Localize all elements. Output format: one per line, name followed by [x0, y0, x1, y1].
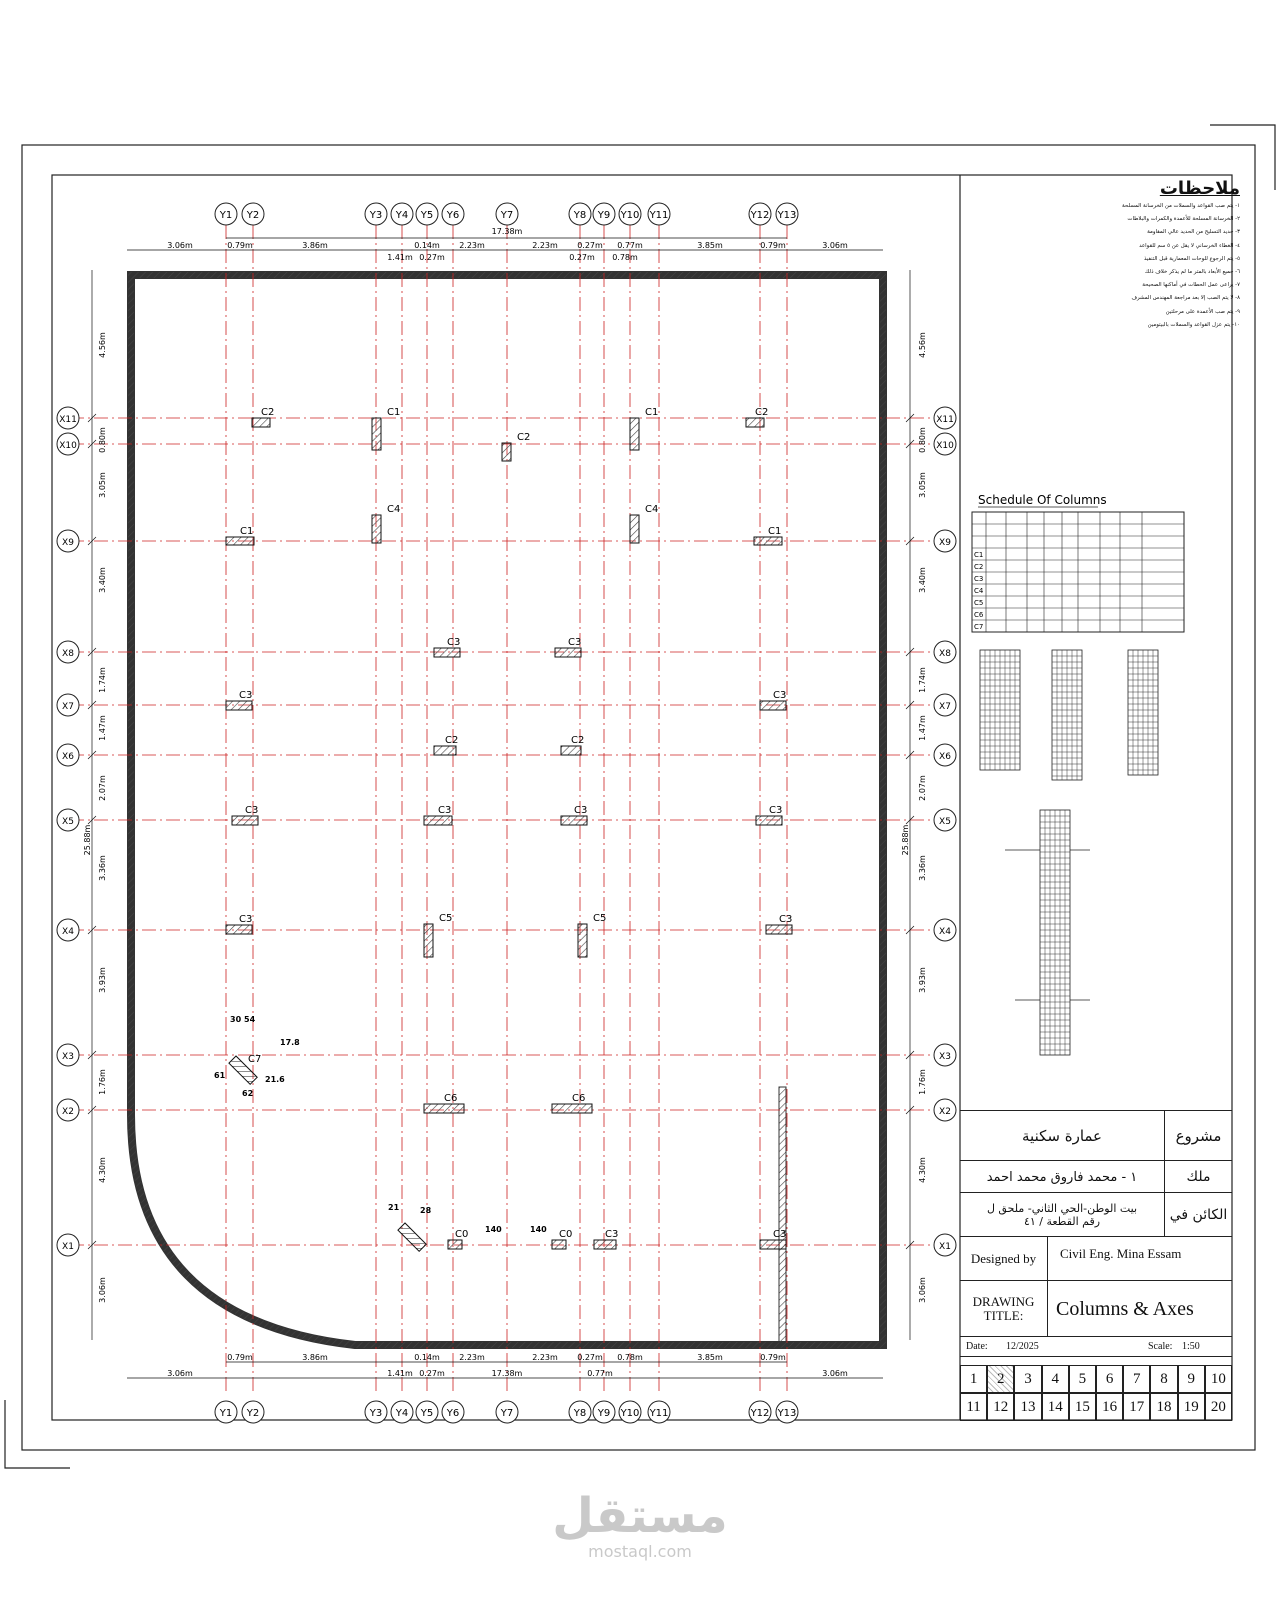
axis-bubble-x5-right: [934, 809, 956, 831]
dimension-label: 3.36m: [98, 855, 107, 881]
sheet-number[interactable]: 4: [1042, 1365, 1069, 1393]
dimension-label: 0.80m: [98, 427, 107, 453]
axis-bubble-x10-left: [57, 433, 79, 455]
note-line: ٩- يتم صب الأعمدة على مرحلتين: [1165, 308, 1240, 315]
axis-bubble-y4-top: [391, 203, 413, 225]
column-label: C2: [445, 735, 459, 746]
axis-label: Y9: [597, 210, 611, 221]
column-c3: [232, 805, 258, 825]
axis-bubble-y8-top: [569, 203, 591, 225]
column-label: C6: [572, 1093, 586, 1104]
dimension-label: 0.79m: [227, 241, 253, 250]
sheet-number[interactable]: 2: [987, 1365, 1014, 1393]
axis-label: X7: [939, 702, 951, 712]
column-label: C0: [455, 1229, 469, 1240]
column-c4: [372, 504, 400, 543]
dimension-label: 0.79m: [760, 1353, 786, 1362]
axis-bubble-x7-right: [934, 694, 956, 716]
project-value: عمارة سكنية: [960, 1111, 1165, 1161]
owner-value: ١ - محمد فاروق محمد احمد: [960, 1161, 1165, 1193]
note-line: ٧- يراعى عمل الحطات في أماكنها الصحيحة: [1142, 282, 1240, 289]
dimension-label: 25.88m: [901, 824, 910, 856]
axis-label: Y11: [649, 1408, 669, 1419]
schedule-row-label: C2: [974, 563, 984, 571]
axis-bubble-x10-right: [934, 433, 956, 455]
sheet-number[interactable]: 16: [1096, 1393, 1123, 1421]
column-c1: [372, 407, 400, 450]
axis-bubble-y10-top: [619, 203, 641, 225]
axis-label: X10: [936, 441, 954, 451]
location-line-2: رقم القطعة / ٤١: [1023, 1215, 1101, 1228]
dimension-label: 25.88m: [83, 824, 92, 856]
axis-label: X2: [939, 1107, 951, 1117]
axis-label: Y13: [777, 210, 797, 221]
dimension-label: 0.27m: [569, 253, 595, 262]
column-c2: [252, 407, 274, 427]
schedule-row-label: C4: [974, 587, 984, 595]
column-c1: [754, 526, 782, 545]
axis-bubble-y13-top: [776, 203, 798, 225]
column-c1: [630, 407, 658, 450]
axis-label: Y3: [369, 1408, 383, 1419]
axis-label: Y13: [777, 1408, 797, 1419]
axis-bubble-x11-right: [934, 407, 956, 429]
dimension-label: 3.05m: [98, 472, 107, 498]
axis-label: Y2: [246, 1408, 260, 1419]
schedule-row-label: C5: [974, 599, 984, 607]
axis-bubble-x3-right: [934, 1044, 956, 1066]
dimension-label: 3.05m: [918, 472, 927, 498]
axis-bubble-y8-bottom: [569, 1401, 591, 1423]
column-label: C4: [387, 504, 401, 515]
dimension-label: 1.74m: [918, 667, 927, 693]
sheet-number[interactable]: 8: [1150, 1365, 1177, 1393]
dimension-label: 0.79m: [227, 1353, 253, 1362]
dimension-label: 0.77m: [617, 241, 643, 250]
axis-bubble-y5-bottom: [416, 1401, 438, 1423]
sheet-number[interactable]: 20: [1205, 1393, 1232, 1421]
column-label: C1: [240, 526, 254, 537]
dimension-label: 2.23m: [459, 1353, 485, 1362]
axis-label: Y7: [500, 1408, 514, 1419]
dimension-label: 3.40m: [98, 567, 107, 593]
axis-bubble-y3-top: [365, 203, 387, 225]
small-dim: 21.6: [265, 1075, 285, 1084]
drawing-title-label-1: DRAWING: [972, 1294, 1035, 1309]
dimension-label: 3.85m: [697, 241, 723, 250]
watermark-arabic: مستقل: [552, 1488, 728, 1544]
schedule-row-label: C7: [974, 623, 984, 631]
dimension-label: 2.23m: [532, 1353, 558, 1362]
axis-label: Y2: [246, 210, 260, 221]
axis-bubble-x9-right: [934, 530, 956, 552]
dimension-label: 0.27m: [419, 1369, 445, 1378]
small-dim: 140: [530, 1225, 547, 1234]
column-label: C0: [559, 1229, 573, 1240]
column-label: C3: [239, 914, 253, 925]
axis-label: Y5: [420, 1408, 434, 1419]
sheet-number[interactable]: 3: [1014, 1365, 1041, 1393]
dimension-label: 3.93m: [98, 967, 107, 993]
project-label: مشروع: [1175, 1127, 1222, 1145]
dimension-label: 3.06m: [822, 241, 848, 250]
axis-label: Y10: [620, 210, 640, 221]
dimension-label: 0.77m: [587, 1369, 613, 1378]
column-label: C3: [773, 690, 787, 701]
date-label: Date:: [966, 1341, 988, 1352]
dimension-label: 1.41m: [387, 1369, 413, 1378]
notes-panel: [1080, 178, 1240, 478]
dimension-label: 4.30m: [918, 1157, 927, 1183]
columns: [214, 407, 792, 1251]
designed-by-label: Designed by: [960, 1237, 1048, 1281]
dimension-label: 1.74m: [98, 667, 107, 693]
note-line: ٣- حديد التسليح من الحديد عالي المقاومة: [1147, 229, 1240, 236]
column-c0: [552, 1229, 572, 1249]
axis-label: X2: [62, 1107, 74, 1117]
sheet-number[interactable]: 11: [960, 1393, 987, 1421]
date-value: 12/2025: [1006, 1341, 1039, 1352]
dimension-label: 1.76m: [918, 1069, 927, 1095]
axis-bubble-y11-top: [648, 203, 670, 225]
column-label: C2: [261, 407, 275, 418]
note-line: ٦- جميع الأبعاد بالمتر ما لم يذكر خلاف ذلك: [1144, 269, 1240, 276]
axis-bubble-y1-bottom: [215, 1401, 237, 1423]
note-line: ١- يتم صب القواعد والسملات من الخرسانة المسلحة: [1122, 203, 1240, 209]
column-label: C3: [773, 1229, 787, 1240]
axis-label: Y4: [395, 210, 409, 221]
column-label: C6: [444, 1093, 458, 1104]
axis-bubble-x6-left: [57, 744, 79, 766]
grid-axes: [57, 203, 956, 1423]
dimension-label: 3.36m: [918, 855, 927, 881]
axis-label: X3: [939, 1052, 951, 1062]
dimension-label: 17.38m: [491, 1369, 523, 1378]
column-label: C3: [239, 690, 253, 701]
axis-bubble-y13-bottom: [776, 1401, 798, 1423]
scale-value: 1:50: [1182, 1341, 1200, 1352]
column-c5: [578, 913, 606, 957]
column-label: C3: [574, 805, 588, 816]
sheet-number[interactable]: 14: [1042, 1393, 1069, 1421]
dimension-label: 0.80m: [918, 427, 927, 453]
small-dim: 54: [244, 1015, 256, 1024]
axis-label: X9: [62, 538, 74, 548]
axis-label: X5: [939, 817, 951, 827]
dimension-label: 0.78m: [617, 1353, 643, 1362]
axis-bubble-x1-right: [934, 1234, 956, 1256]
axis-bubble-x2-left: [57, 1099, 79, 1121]
small-dim: 140: [485, 1225, 502, 1234]
axis-bubble-y9-bottom: [593, 1401, 615, 1423]
column-label: C5: [439, 913, 453, 924]
dimension-label: 4.56m: [98, 332, 107, 358]
axis-bubble-x9-left: [57, 530, 79, 552]
axis-label: X3: [62, 1052, 74, 1062]
axis-label: X10: [59, 441, 77, 451]
axis-label: Y8: [573, 210, 587, 221]
location-label: الكائن في: [1169, 1207, 1228, 1223]
axis-label: Y1: [219, 210, 233, 221]
dimension-label: 1.47m: [918, 715, 927, 741]
sheet-number[interactable]: 1: [960, 1365, 987, 1393]
axis-label: X9: [939, 538, 951, 548]
axis-label: Y10: [620, 1408, 640, 1419]
column-c3: [424, 805, 452, 825]
axis-bubble-y6-bottom: [442, 1401, 464, 1423]
note-line: ٢- الخرسانة المسلحة للأعمدة والكمرات والبلاطات: [1127, 216, 1240, 223]
axis-label: Y12: [750, 1408, 770, 1419]
column-c0: [448, 1229, 468, 1249]
dimension-label: 1.47m: [98, 715, 107, 741]
column-label: C2: [571, 735, 585, 746]
column-label: C3: [568, 637, 582, 648]
axis-label: Y4: [395, 1408, 409, 1419]
axis-label: X4: [939, 927, 951, 937]
axis-bubble-y2-bottom: [242, 1401, 264, 1423]
sheet-number[interactable]: 5: [1069, 1365, 1096, 1393]
watermark-url: mostaql.com: [588, 1542, 692, 1561]
dimension-label: 4.56m: [918, 332, 927, 358]
axis-bubble-y2-top: [242, 203, 264, 225]
owner-label: ملك: [1186, 1169, 1211, 1185]
dimension-label: 3.86m: [302, 1353, 328, 1362]
dimension-label: 0.79m: [760, 241, 786, 250]
sheet-number[interactable]: 13: [1014, 1393, 1041, 1421]
axis-label: X5: [62, 817, 74, 827]
axis-bubble-x4-left: [57, 919, 79, 941]
dimension-label: 3.40m: [918, 567, 927, 593]
axis-bubble-y12-top: [749, 203, 771, 225]
drawing-title-label-2: TITLE:: [983, 1308, 1024, 1323]
dimension-label: 3.93m: [918, 967, 927, 993]
column-label: C2: [755, 407, 769, 418]
axis-bubble-y3-bottom: [365, 1401, 387, 1423]
dimension-label: 1.41m: [387, 253, 413, 262]
column-c6: [552, 1093, 592, 1113]
column-label: C1: [768, 526, 782, 537]
dimension-label: 3.06m: [98, 1277, 107, 1303]
designer-name: Civil Eng. Mina Essam: [1060, 1246, 1182, 1261]
location-line-1: بيت الوطن-الحي الثاني- ملحق ل: [986, 1202, 1138, 1215]
column-c3: [434, 637, 460, 657]
schedule-row-label: C3: [974, 575, 984, 583]
axis-bubble-y4-bottom: [391, 1401, 413, 1423]
axis-label: X7: [62, 702, 74, 712]
axis-label: Y11: [649, 210, 669, 221]
axis-label: X11: [936, 415, 954, 425]
axis-label: X11: [59, 415, 77, 425]
column-label: C3: [769, 805, 783, 816]
column-label: C3: [447, 637, 461, 648]
drawing-title: Columns & Axes: [1056, 1297, 1194, 1320]
axis-bubble-y5-top: [416, 203, 438, 225]
column-c4: [630, 504, 658, 543]
dimension-label: 0.27m: [577, 241, 603, 250]
dimension-label: 3.86m: [302, 241, 328, 250]
axis-label: Y9: [597, 1408, 611, 1419]
column-c3: [555, 637, 581, 657]
sheet-number[interactable]: 7: [1123, 1365, 1150, 1393]
note-line: ١٠- يتم عزل القواعد والسملات بالبيتومين: [1147, 321, 1240, 328]
column-c2: [746, 407, 768, 427]
axis-bubble-x8-right: [934, 641, 956, 663]
column-label: C4: [645, 504, 659, 515]
dimension-label: 2.23m: [459, 241, 485, 250]
note-line: ٤- الغطاء الخرساني لا يقل عن ٥ سم للقواعد: [1139, 242, 1240, 249]
axis-label: Y5: [420, 210, 434, 221]
columns-schedule-table: [972, 493, 1184, 632]
axis-label: Y12: [750, 210, 770, 221]
dimension-label: 2.07m: [98, 775, 107, 801]
sheet-number[interactable]: 18: [1150, 1393, 1177, 1421]
axis-label: Y8: [573, 1408, 587, 1419]
axis-label: X6: [62, 752, 74, 762]
sheet-number[interactable]: 15: [1069, 1393, 1096, 1421]
column-c3: [760, 1229, 786, 1249]
small-dim: 28: [420, 1206, 432, 1215]
notes-title: ملاحظات: [1159, 178, 1240, 199]
schedule-row-label: C6: [974, 611, 984, 619]
column-c6: [424, 1093, 464, 1113]
axis-label: X8: [939, 649, 951, 659]
sheet-number[interactable]: 19: [1178, 1393, 1205, 1421]
dimension-label: 0.27m: [419, 253, 445, 262]
sheet-number[interactable]: 6: [1096, 1365, 1123, 1393]
axis-bubble-x7-left: [57, 694, 79, 716]
sheet-number[interactable]: 9: [1178, 1365, 1205, 1393]
column-c3: [226, 914, 252, 934]
schedule-title: Schedule Of Columns: [978, 493, 1107, 507]
dimension-label: 3.06m: [167, 241, 193, 250]
column-c3: [561, 805, 587, 825]
column-label: C5: [593, 913, 607, 924]
axis-bubble-x2-right: [934, 1099, 956, 1121]
axis-bubble-x8-left: [57, 641, 79, 663]
column-label: C3: [245, 805, 259, 816]
column-c3: [760, 690, 786, 710]
dimension-label: 3.06m: [918, 1277, 927, 1303]
axis-bubble-y9-top: [593, 203, 615, 225]
dimension-label: 3.06m: [167, 1369, 193, 1378]
column-c3: [226, 690, 252, 710]
axis-bubble-x5-left: [57, 809, 79, 831]
axis-label: Y7: [500, 210, 514, 221]
dimension-label: 3.85m: [697, 1353, 723, 1362]
dimension-label: 0.14m: [414, 241, 440, 250]
axis-label: Y6: [446, 1408, 460, 1419]
axis-label: Y6: [446, 210, 460, 221]
axis-label: X1: [939, 1242, 951, 1252]
axis-bubble-x1-left: [57, 1234, 79, 1256]
sheet-number[interactable]: 12: [987, 1393, 1014, 1421]
dimension-label: 3.06m: [822, 1369, 848, 1378]
dimension-label: 2.23m: [532, 241, 558, 250]
column-label: C1: [645, 407, 659, 418]
sheet-number-grid: [960, 1365, 1232, 1421]
column-c7-detail: [214, 1015, 547, 1251]
dimension-label: 0.14m: [414, 1353, 440, 1362]
column-c2: [434, 735, 458, 755]
axis-bubble-y7-bottom: [496, 1401, 518, 1423]
axis-bubble-y12-bottom: [749, 1401, 771, 1423]
reinforcement-details: [980, 650, 1158, 1055]
sheet-number[interactable]: 10: [1205, 1365, 1232, 1393]
axis-label: X4: [62, 927, 74, 937]
axis-label: Y3: [369, 210, 383, 221]
watermark-logo: [0, 1490, 1280, 1561]
column-label: C3: [438, 805, 452, 816]
column-c2: [502, 432, 530, 461]
axis-label: X8: [62, 649, 74, 659]
note-line: ٥- يتم الرجوع للوحات المعمارية قبل التنفيذ: [1143, 255, 1240, 262]
axis-label: X1: [62, 1242, 74, 1252]
scale-label: Scale:: [1148, 1341, 1173, 1352]
axis-label: X6: [939, 752, 951, 762]
schedule-row-label: C1: [974, 551, 984, 559]
svg-text:C7: C7: [248, 1054, 262, 1065]
small-dim: 21: [388, 1203, 400, 1212]
axis-bubble-y7-top: [496, 203, 518, 225]
note-line: ٨- لا يتم الصب إلا بعد مراجعة المهندس المشرف: [1131, 295, 1240, 302]
small-dim: 30: [230, 1015, 242, 1024]
axis-bubble-y1-top: [215, 203, 237, 225]
small-dim: 62: [242, 1089, 254, 1098]
dimension-label: 17.38m: [491, 227, 523, 236]
axis-bubble-y11-bottom: [648, 1401, 670, 1423]
dimension-label: 4.30m: [98, 1157, 107, 1183]
dimension-lines: [83, 227, 927, 1378]
axis-bubble-x6-right: [934, 744, 956, 766]
axis-bubble-x3-left: [57, 1044, 79, 1066]
column-c3: [594, 1229, 618, 1249]
dimension-label: 0.27m: [577, 1353, 603, 1362]
column-label: C2: [517, 432, 531, 443]
column-c1: [226, 526, 254, 545]
small-dim: 61: [214, 1071, 226, 1080]
column-label: C3: [605, 1229, 619, 1240]
dimension-label: 2.07m: [918, 775, 927, 801]
dimension-label: 0.78m: [612, 253, 638, 262]
axis-label: Y1: [219, 1408, 233, 1419]
notes-list: [1080, 203, 1240, 329]
axis-bubble-x11-left: [57, 407, 79, 429]
column-c3: [766, 914, 792, 934]
column-c2: [561, 735, 584, 755]
column-c5: [424, 913, 452, 957]
axis-bubble-y6-top: [442, 203, 464, 225]
dimension-label: 1.76m: [98, 1069, 107, 1095]
column-label: C3: [779, 914, 793, 925]
column-label: C1: [387, 407, 401, 418]
title-block: [960, 1110, 1232, 1420]
small-dim: 17.8: [280, 1038, 300, 1047]
sheet-number[interactable]: 17: [1123, 1393, 1150, 1421]
axis-bubble-y10-bottom: [619, 1401, 641, 1423]
axis-bubble-x4-right: [934, 919, 956, 941]
